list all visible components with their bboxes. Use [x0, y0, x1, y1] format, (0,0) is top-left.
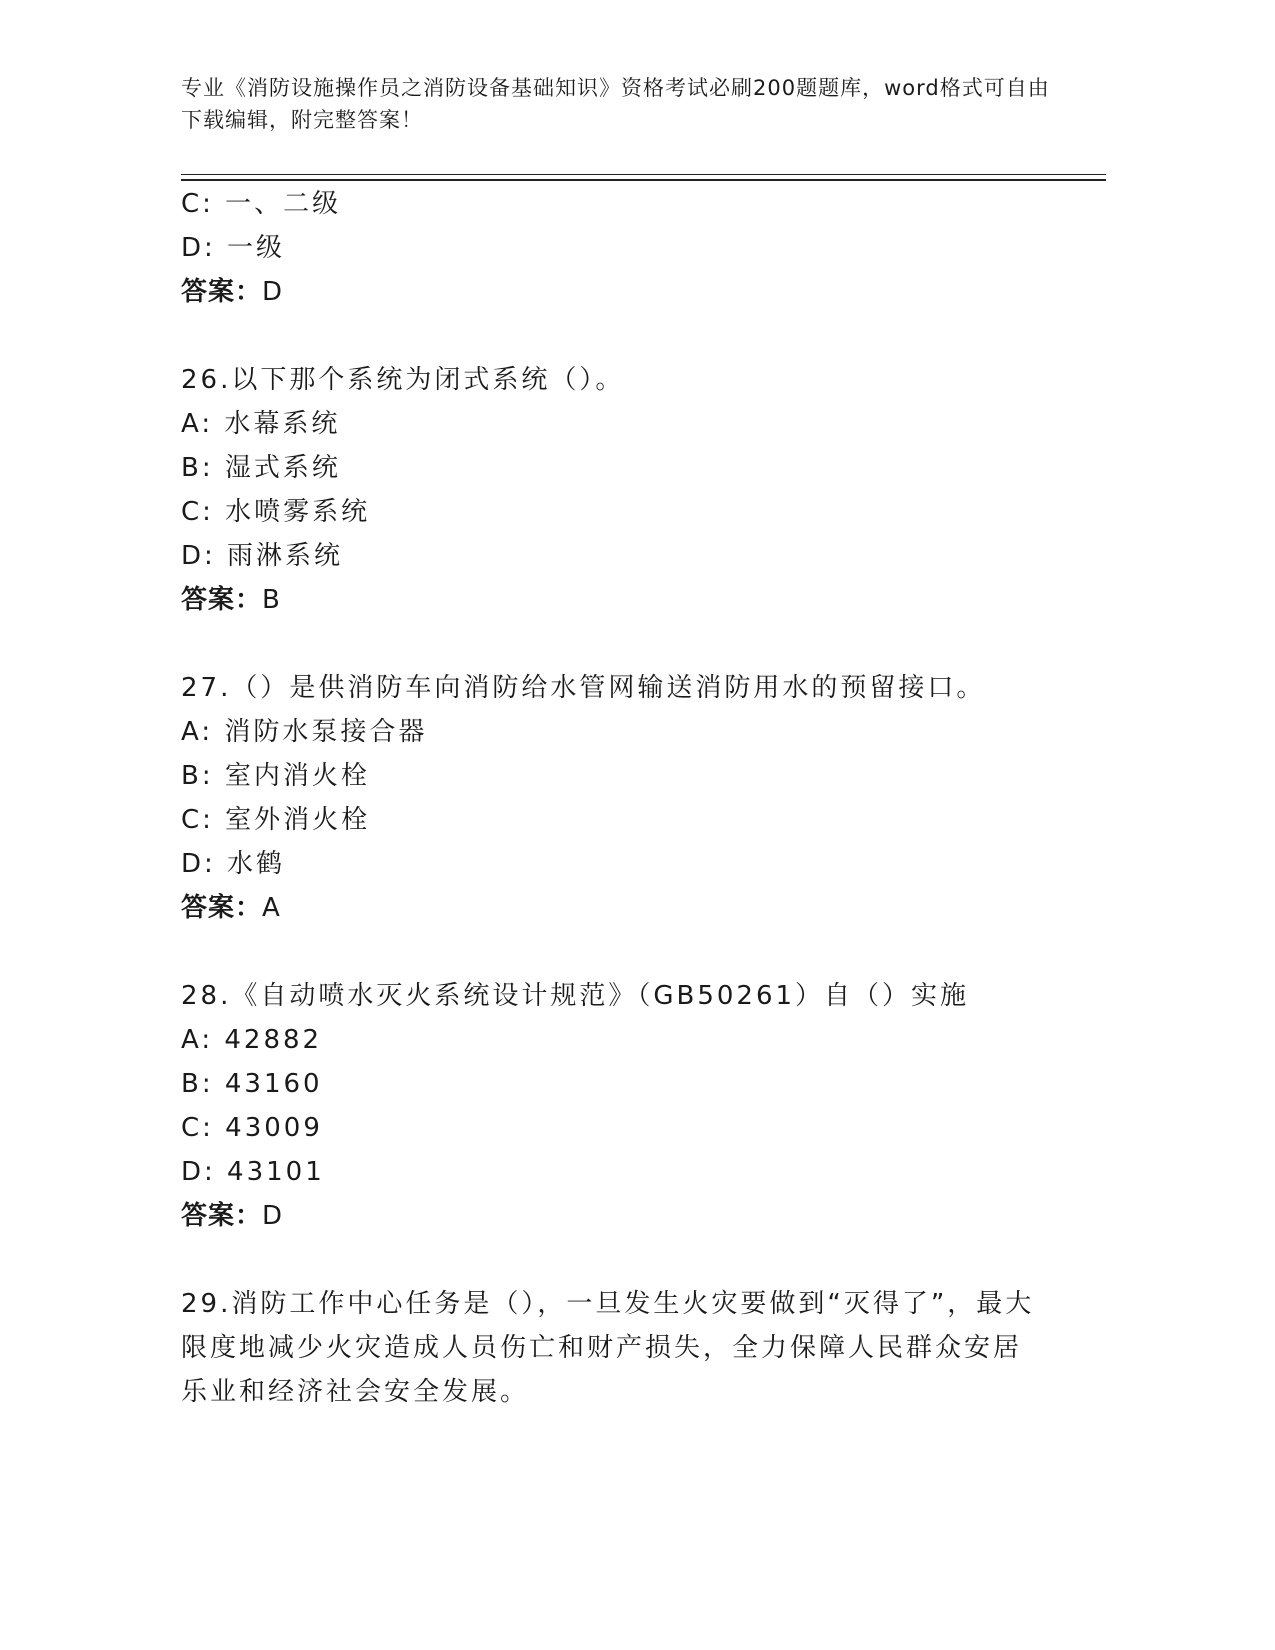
option-d: D: 一级: [181, 233, 286, 263]
option-a: A: 消防水泵接合器: [181, 717, 428, 747]
option-c: C: 43009: [181, 1113, 323, 1143]
question-stem: 29.消防工作中心任务是（），一旦发生火灾要做到“灭得了”，最大限度地减少火灾造成人员伤亡和财产损失，全力保障人民群众安居乐业和经济社会安全发展。: [181, 1289, 1035, 1407]
option-c: C: 水喷雾系统: [181, 497, 371, 527]
answer-label: 答案：: [181, 277, 263, 307]
header-divider-thick: [181, 179, 1106, 181]
answer-line: [181, 578, 1081, 622]
option-d: D: 雨淋系统: [181, 541, 344, 571]
spacer: [181, 930, 1081, 974]
question-block: [181, 358, 1081, 622]
answer-value: D: [262, 1201, 284, 1231]
option-b: B: 室内消火栓: [181, 761, 370, 791]
answer-label: 答案：: [181, 1201, 263, 1231]
option-a: A: 42882: [181, 1025, 323, 1055]
answer-value: D: [262, 277, 284, 307]
question-content: [181, 182, 1081, 1414]
question-fragment: [181, 182, 1081, 314]
question-stem: 26.以下那个系统为闭式系统（）。: [181, 365, 625, 395]
question-block: [181, 666, 1081, 930]
answer-label: 答案：: [181, 893, 263, 923]
question-stem: 28.《自动喷水灭火系统设计规范》（GB50261）自（）实施: [181, 981, 970, 1011]
option-d: D: 水鹤: [181, 849, 286, 879]
option-d: D: 43101: [181, 1157, 325, 1187]
spacer: [181, 314, 1081, 358]
option-c: C: 室外消火栓: [181, 805, 371, 835]
question-block: [181, 1282, 1081, 1414]
answer-value: B: [262, 585, 281, 615]
option-b: B: 43160: [181, 1069, 323, 1099]
option-a: A: 水幕系统: [181, 409, 341, 439]
document-header: 专业《消防设施操作员之消防设备基础知识》资格考试必刷200题题库，word格式可自由下载编辑，附完整答案！: [181, 76, 1050, 132]
answer-line: [181, 1194, 1081, 1238]
answer-value: A: [262, 893, 281, 923]
spacer: [181, 1238, 1081, 1282]
answer-line: [181, 270, 1081, 314]
question-stem: 27.（）是供消防车向消防给水管网输送消防用水的预留接口。: [181, 673, 986, 703]
question-block: [181, 974, 1081, 1238]
spacer: [181, 622, 1081, 666]
option-b: B: 湿式系统: [181, 453, 341, 483]
answer-label: 答案：: [181, 585, 263, 615]
answer-line: [181, 886, 1081, 930]
option-c: C: 一、二级: [181, 189, 342, 219]
header-divider-thin: [181, 174, 1106, 175]
